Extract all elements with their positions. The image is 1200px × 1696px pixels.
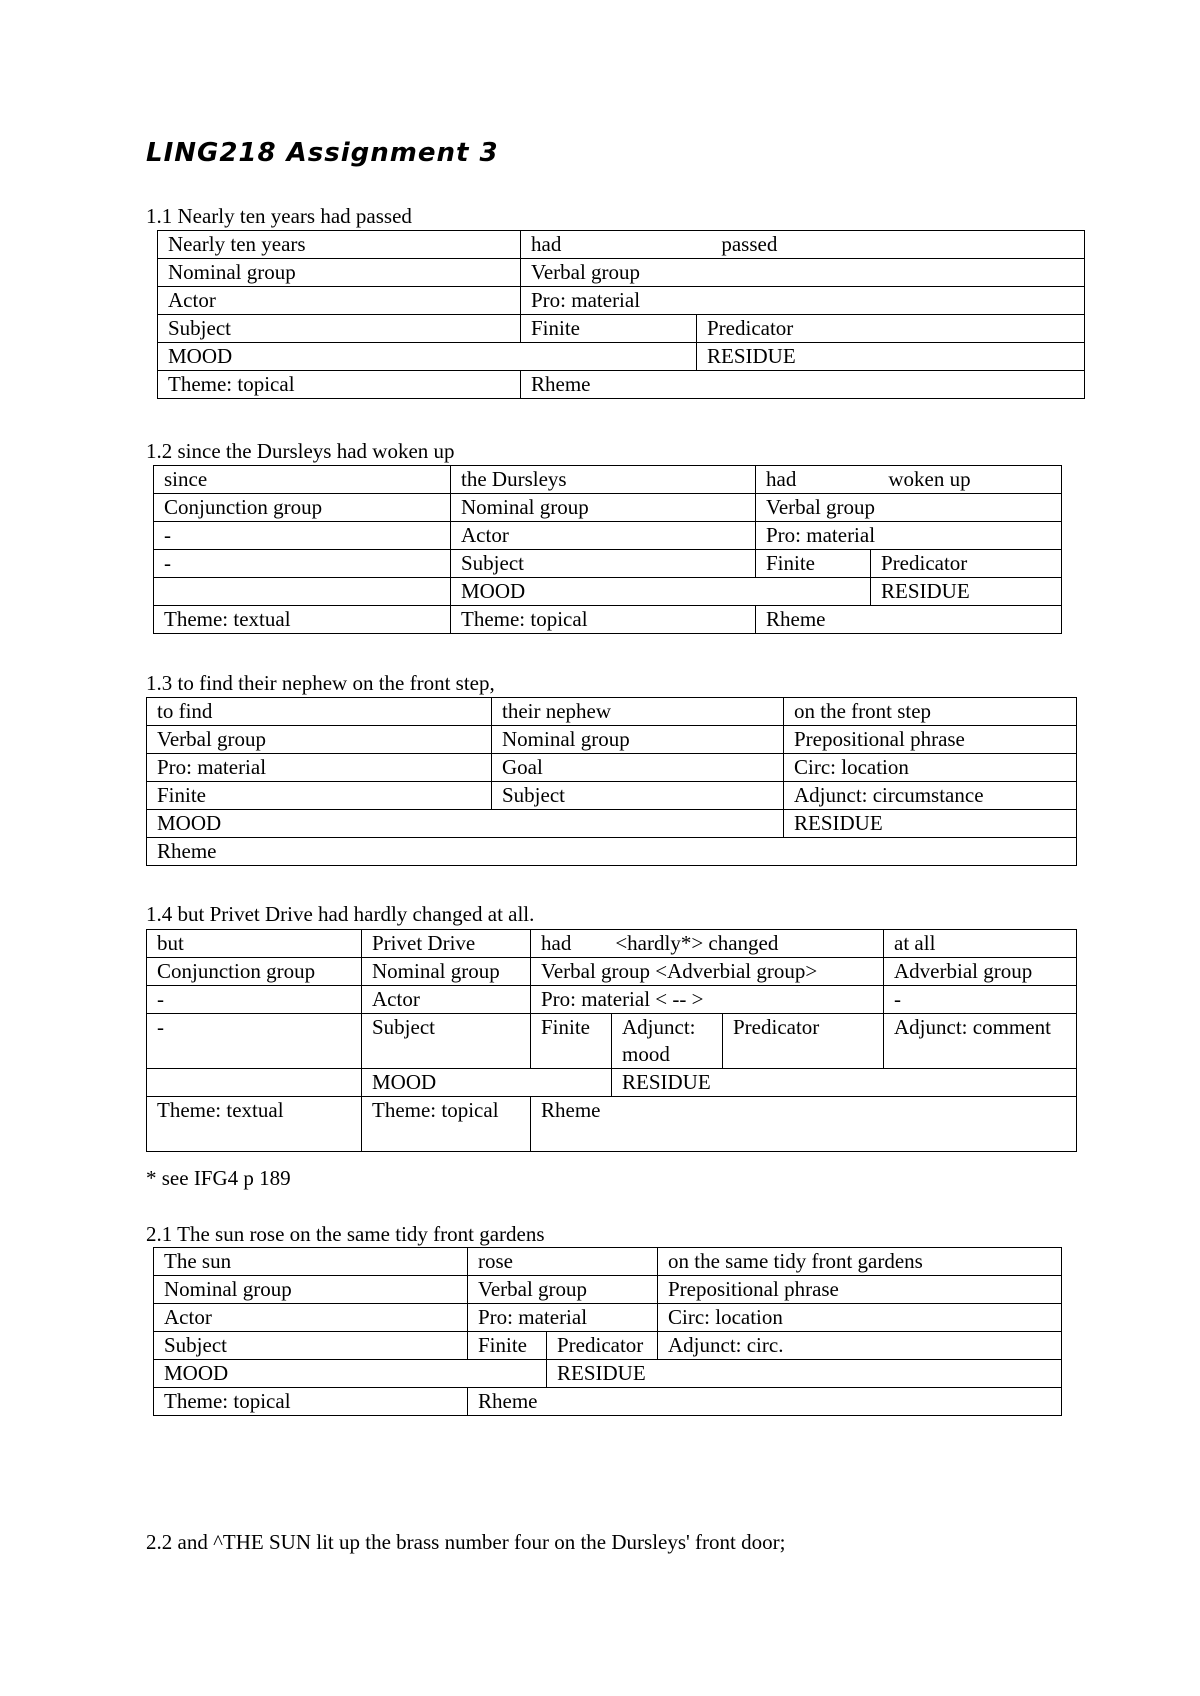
clause-heading-2-1: 2.1 The sun rose on the same tidy front gardens: [146, 1222, 545, 1246]
table-row: [147, 810, 1077, 838]
table-row: [154, 1304, 1062, 1332]
table-cell: at all: [884, 930, 1077, 958]
table-row: [158, 287, 1085, 315]
table-row: [154, 1276, 1062, 1304]
table-cell: Verbal group: [756, 494, 1062, 522]
table-cell: Predicator: [697, 315, 1085, 343]
table-cell: their nephew: [492, 698, 784, 726]
table-cell: RESIDUE: [697, 343, 1085, 371]
table-cell: [154, 578, 451, 606]
table-cell-text: had: [531, 232, 562, 256]
table-cell: the Dursleys: [451, 466, 756, 494]
table-cell: Pro: material: [147, 754, 492, 782]
table-cell-text: <hardly*> changed: [615, 931, 779, 955]
table-cell: Actor: [154, 1304, 468, 1332]
table-row: [147, 698, 1077, 726]
clause-table-1-1: [157, 230, 1085, 399]
table-row: [147, 1097, 1077, 1152]
table-cell: Finite: [531, 1014, 612, 1069]
table-row: [147, 986, 1077, 1014]
table-cell: Conjunction group: [154, 494, 451, 522]
table-cell: Subject: [154, 1332, 468, 1360]
table-cell: Conjunction group: [147, 958, 362, 986]
table-cell: on the front step: [784, 698, 1077, 726]
table-cell-text: woken up: [888, 467, 971, 491]
table-cell: MOOD: [154, 1360, 547, 1388]
table-cell: Adjunct: comment: [884, 1014, 1077, 1069]
table-cell: MOOD: [147, 810, 784, 838]
table-cell: Theme: topical: [158, 371, 521, 399]
table-cell: MOOD: [158, 343, 697, 371]
table-cell: Subject: [451, 550, 756, 578]
table-cell-text: passed: [721, 232, 778, 256]
table-cell: Finite: [147, 782, 492, 810]
table-row: [154, 606, 1062, 634]
table-cell: Finite: [521, 315, 697, 343]
table-cell: Finite: [468, 1332, 547, 1360]
table-cell: Circ: location: [784, 754, 1077, 782]
table-row: [154, 522, 1062, 550]
table-cell: Adverbial group: [884, 958, 1077, 986]
table-cell: The sun: [154, 1248, 468, 1276]
table-row: [154, 1248, 1062, 1276]
table-cell: [756, 466, 1062, 494]
table-row: [154, 578, 1062, 606]
table-cell: Prepositional phrase: [658, 1276, 1062, 1304]
table-cell: Nominal group: [451, 494, 756, 522]
table-row: [154, 1388, 1062, 1416]
table-cell: Adjunct: circumstance: [784, 782, 1077, 810]
table-row: [154, 1332, 1062, 1360]
table-cell: Actor: [158, 287, 521, 315]
table-cell: Goal: [492, 754, 784, 782]
table-cell: rose: [468, 1248, 658, 1276]
table-cell: MOOD: [451, 578, 871, 606]
table-cell: Nominal group: [362, 958, 531, 986]
table-cell: RESIDUE: [784, 810, 1077, 838]
table-cell: RESIDUE: [612, 1069, 1077, 1097]
table-row: [147, 958, 1077, 986]
table-row: [147, 1014, 1077, 1069]
table-cell: Pro: material: [521, 287, 1085, 315]
table-row: [158, 231, 1085, 259]
table-cell: Circ: location: [658, 1304, 1062, 1332]
table-cell: RESIDUE: [871, 578, 1062, 606]
table-cell: Pro: material < -- >: [531, 986, 884, 1014]
table-row: [154, 1360, 1062, 1388]
table-row: [147, 1069, 1077, 1097]
table-cell: RESIDUE: [547, 1360, 1062, 1388]
table-cell: Pro: material: [468, 1304, 658, 1332]
table-cell: Nearly ten years: [158, 231, 521, 259]
table-cell: Rheme: [756, 606, 1062, 634]
table-cell: Predicator: [723, 1014, 884, 1069]
clause-heading-1-1: 1.1 Nearly ten years had passed: [146, 204, 412, 228]
table-cell: on the same tidy front gardens: [658, 1248, 1062, 1276]
table-row: [147, 754, 1077, 782]
footnote: * see IFG4 p 189: [146, 1166, 291, 1190]
table-cell: Rheme: [531, 1097, 1077, 1152]
clause-heading-2-2: 2.2 and ^THE SUN lit up the brass number four on the Dursleys' front door;: [146, 1530, 786, 1554]
table-cell: Subject: [362, 1014, 531, 1069]
table-cell: Verbal group <Adverbial group>: [531, 958, 884, 986]
table-cell: Verbal group: [521, 259, 1085, 287]
table-cell: Actor: [451, 522, 756, 550]
table-cell: Rheme: [468, 1388, 1062, 1416]
clause-heading-1-2: 1.2 since the Dursleys had woken up: [146, 439, 455, 463]
table-cell-text: had: [541, 931, 572, 955]
table-cell: MOOD: [362, 1069, 612, 1097]
table-cell: Nominal group: [492, 726, 784, 754]
table-cell-text: had: [766, 467, 797, 491]
table-row: [154, 494, 1062, 522]
table-row: [147, 782, 1077, 810]
table-row: [154, 550, 1062, 578]
table-cell: Predicator: [547, 1332, 658, 1360]
table-cell: but: [147, 930, 362, 958]
table-cell: Theme: topical: [154, 1388, 468, 1416]
table-row: [147, 838, 1077, 866]
table-cell: Adjunct: circ.: [658, 1332, 1062, 1360]
clause-table-2-1: [153, 1247, 1062, 1416]
table-cell: Theme: topical: [362, 1097, 531, 1152]
table-row: [158, 259, 1085, 287]
table-cell: to find: [147, 698, 492, 726]
table-cell: [531, 930, 884, 958]
table-row: [158, 315, 1085, 343]
table-cell: Pro: material: [756, 522, 1062, 550]
table-cell: Theme: textual: [154, 606, 451, 634]
table-cell: Nominal group: [154, 1276, 468, 1304]
table-cell: Rheme: [147, 838, 1077, 866]
table-row: [158, 371, 1085, 399]
table-cell: Theme: topical: [451, 606, 756, 634]
table-cell: Theme: textual: [147, 1097, 362, 1152]
table-cell: since: [154, 466, 451, 494]
table-cell: Prepositional phrase: [784, 726, 1077, 754]
table-cell: Nominal group: [158, 259, 521, 287]
table-cell: -: [147, 1014, 362, 1069]
table-cell: Rheme: [521, 371, 1085, 399]
clause-table-1-2: [153, 465, 1062, 634]
table-cell: Verbal group: [147, 726, 492, 754]
table-cell: [521, 231, 1085, 259]
table-cell: Finite: [756, 550, 871, 578]
table-cell: -: [154, 522, 451, 550]
table-cell: Privet Drive: [362, 930, 531, 958]
table-cell: -: [154, 550, 451, 578]
clause-table-1-3: [146, 697, 1077, 866]
table-cell: Subject: [492, 782, 784, 810]
clause-table-1-4: [146, 929, 1077, 1152]
table-cell: -: [884, 986, 1077, 1014]
document-title: LING218 Assignment 3: [146, 138, 499, 168]
table-cell: Predicator: [871, 550, 1062, 578]
clause-heading-1-4: 1.4 but Privet Drive had hardly changed at all.: [146, 902, 535, 926]
table-cell: Subject: [158, 315, 521, 343]
table-cell: Verbal group: [468, 1276, 658, 1304]
table-row: [154, 466, 1062, 494]
clause-heading-1-3: 1.3 to find their nephew on the front step,: [146, 671, 495, 695]
table-row: [147, 726, 1077, 754]
table-row: [158, 343, 1085, 371]
table-cell: Actor: [362, 986, 531, 1014]
table-cell: [147, 1069, 362, 1097]
table-cell: -: [147, 986, 362, 1014]
table-cell: Adjunct: mood: [612, 1014, 723, 1069]
table-row: [147, 930, 1077, 958]
